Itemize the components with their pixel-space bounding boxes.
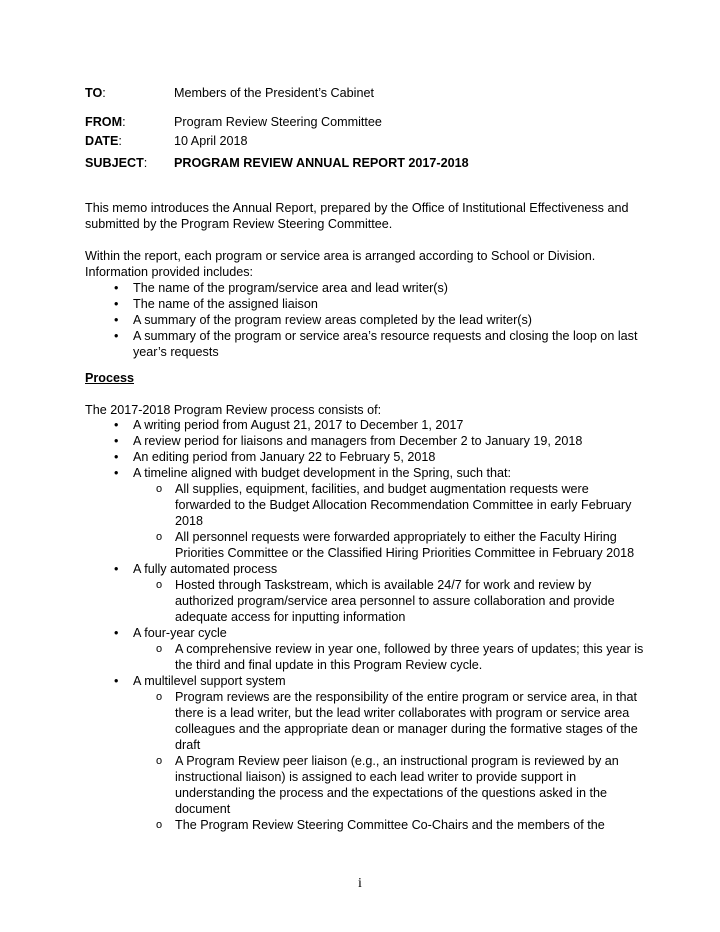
subject-value: PROGRAM REVIEW ANNUAL REPORT 2017-2018 (174, 156, 469, 170)
sub-list-item: o Program reviews are the responsibility of the entire program or service area, in that there is a lead writer, but the lead writer collaborates with program or service area colleagues and the appropriate dean or manager during the formative stages of the draft (133, 689, 645, 753)
list-item (85, 417, 645, 433)
sub-list-item: o Hosted through Taskstream, which is available 24/7 for work and review by authorized program/service area personnel to assure collaboration and provide adequate access for inputting information (133, 577, 645, 625)
list-item: • The name of the program/service area and lead writer(s) (85, 280, 645, 296)
list-item (85, 673, 645, 833)
list-item: • A summary of the program review areas completed by the lead writer(s) (85, 312, 645, 328)
list-item-text: An editing period from January 22 to February 5, 2018 (133, 450, 436, 464)
sub-list-item: o A comprehensive review in year one, followed by three years of updates; this year is the third and final update in this Program Review cycle. (133, 641, 645, 673)
list-item: • The name of the assigned liaison (85, 296, 645, 312)
list-item (85, 465, 645, 561)
list-item-text: A timeline aligned with budget development in the Spring, such that: (133, 466, 512, 480)
list-item-text: A multilevel support system (133, 674, 286, 688)
process-list (85, 417, 645, 833)
sub-list-item: o The Program Review Steering Committee Co-Chairs and the members of the (133, 817, 645, 833)
from-colon: : (122, 115, 126, 129)
date-colon: : (118, 134, 122, 148)
list-item-text: A fully automated process (133, 562, 278, 576)
page-number: i (358, 876, 362, 891)
list-item (85, 433, 645, 449)
process-lead: The 2017-2018 Program Review process consists of: (85, 403, 382, 417)
list-item (85, 449, 645, 465)
list-item (85, 561, 645, 625)
sub-list (133, 577, 645, 625)
sub-list-item: o All personnel requests were forwarded appropriately to either the Faculty Hiring Priorities Committee or the Classified Hiring Priorities Committee in February 2018 (133, 529, 645, 561)
sub-list-item: o A Program Review peer liaison (e.g., an instructional program is reviewed by an instructional liaison) is assigned to each lead writer to provide support in understanding the process and the expectations of the questions asked in the document (133, 753, 645, 817)
to-label: TO (85, 86, 103, 100)
list-item-text: A review period for liaisons and managers from December 2 to January 19, 2018 (133, 434, 583, 448)
intro-paragraph: This memo introduces the Annual Report, prepared by the Office of Institutional Effectiveness and submitted by the Program Review Steering Committee. (85, 201, 629, 231)
date-value: 10 April 2018 (174, 134, 248, 148)
to-colon: : (102, 86, 106, 100)
list-item-text: A writing period from August 21, 2017 to December 1, 2017 (133, 418, 464, 432)
sub-list (133, 641, 645, 673)
to-value: Members of the President’s Cabinet (174, 86, 374, 100)
section-heading-process: Process (85, 371, 135, 385)
report-contents-paragraph: Within the report, each program or service area is arranged according to School or Division. Information provided includes: (85, 249, 596, 279)
list-item: • A summary of the program or service area’s resource requests and closing the loop on last year’s requests (85, 328, 645, 360)
list-item-text: A four-year cycle (133, 626, 227, 640)
sub-list-item: o All supplies, equipment, facilities, and budget augmentation requests were forwarded to the Budget Allocation Recommendation Committee in early February 2018 (133, 481, 645, 529)
report-contents-list (85, 280, 645, 360)
subject-colon: : (143, 156, 148, 170)
date-label: DATE (85, 134, 119, 148)
list-item (85, 625, 645, 673)
from-value: Program Review Steering Committee (174, 115, 382, 129)
sub-list (133, 481, 645, 561)
subject-label: SUBJECT (85, 156, 144, 170)
sub-list (133, 689, 645, 833)
from-label: FROM (85, 115, 123, 129)
